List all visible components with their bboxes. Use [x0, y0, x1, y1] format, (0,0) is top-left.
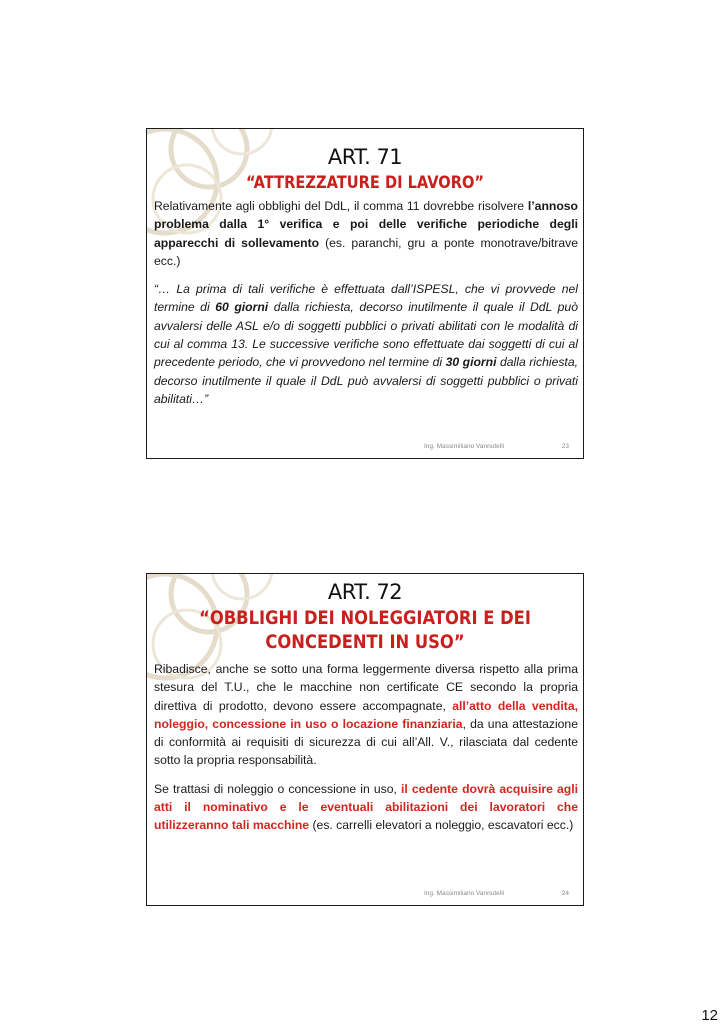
- slide-art-71: [146, 128, 584, 459]
- slide-body: [154, 197, 578, 408]
- footer-slide-number: 24: [561, 890, 569, 897]
- page-number: 12: [701, 1007, 718, 1024]
- slide-subtitle-line2: CONCEDENTI IN USO”: [265, 631, 465, 653]
- slide-art-72: [146, 573, 584, 906]
- slide-title: ART. 71: [327, 145, 403, 169]
- slide-subtitle-line1: “OBBLIGHI DEI NOLEGGIATORI E DEI: [199, 607, 531, 629]
- paragraph: Relativamente agli obblighi del DdL, il comma 11 dovrebbe risolvere l’annoso problema dalla 1° verifica e poi delle verifiche periodiche degli apparecchi di sollevamento (es. paranchi, gru a ponte monotrave/bitrave ecc.): [154, 199, 578, 268]
- paragraph: Se trattasi di noleggio o concessione in uso, il cedente dovrà acquisire agli atti il nominativo e le eventuali abilitazioni dei lavoratori che utilizzeranno tali macchine (es. carrelli elevatori a noleggio, escavatori ecc.): [154, 781, 578, 833]
- paragraph: Ribadisce, anche se sotto una forma leggermente diversa rispetto alla prima stesura del T.U., che le macchine non certificate CE secondo la propria direttiva di prodotto, devono essere accompagnate, all’atto della vendita, noleggio, concessione in uso o locazione finanziaria, da una attestazione di conformità ai requisiti di sicurezza di cui all’All. V., rilasciata dal cedente sotto la propria responsabilità.: [154, 662, 578, 768]
- slide-body: [154, 660, 578, 835]
- footer-author: Ing. Massimiliano Vannutelli: [424, 890, 505, 897]
- slide-subtitle: “ATTREZZATURE DI LAVORO”: [245, 173, 485, 193]
- quote-paragraph: “… La prima di tali verifiche è effettuata dall’ISPESL, che vi provvede nel termine di 60 giorni dalla richiesta, decorso inutilmente il quale il DdL può avvalersi delle ASL e/o di soggetti pubblici o privati abilitati con le modalità di cui al comma 13. Le successive verifiche sono effettuate dai soggetti di cui al precedente periodo, che vi provvedono nel termine di 30 giorni dalla richiesta, decorso inutilmente il quale il DdL può avvalersi di soggetti pubblici o privati abilitati…”: [154, 282, 578, 406]
- slide-title: ART. 72: [327, 580, 403, 604]
- footer-author: Ing. Massimiliano Vannutelli: [424, 443, 505, 450]
- footer-slide-number: 23: [561, 443, 569, 450]
